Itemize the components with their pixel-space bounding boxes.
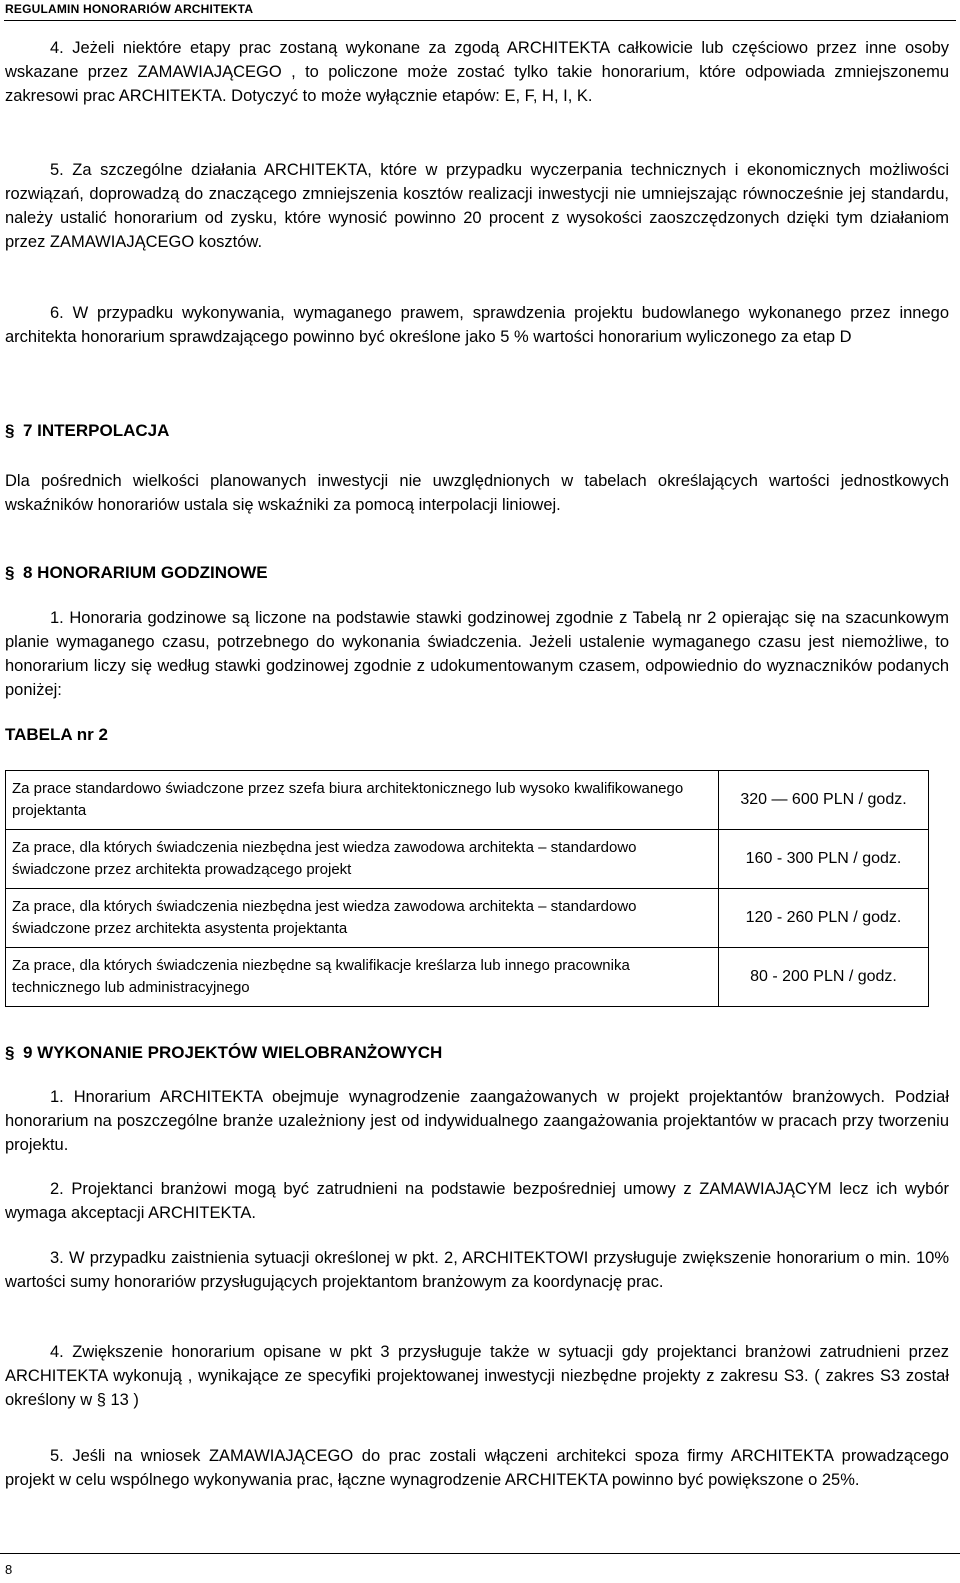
section-marker: § <box>5 421 15 440</box>
table-row <box>6 948 929 1007</box>
section-8-heading <box>5 561 268 585</box>
section-7-title: 7 INTERPOLACJA <box>23 421 170 440</box>
section-9-paragraph-1: 1. Hnorarium ARCHITEKTA obejmuje wynagrodzenie zaangażowanych w projekt projektantów branżowych. Podział honorarium na poszczególne branże uzależniony jest od indywidualnego zaangażowania projektantów w pracach przy tworzeniu projektu. <box>5 1088 949 1154</box>
section-9-paragraph-3: 3. W przypadku zaistnienia sytuacji określonej w pkt. 2, ARCHITEKTOWI przysługuje zwiększenie honorarium o min. 10% wartości sumy honorariów przysługujących projektantom branżowym za koordynację prac. <box>5 1249 949 1291</box>
section-8-title: 8 HONORARIUM GODZINOWE <box>23 563 268 582</box>
row-description: Za prace standardowo świadczone przez szefa biura architektonicznego lub wysoko kwalifikowanego projektanta <box>6 771 719 830</box>
section-9-paragraph-5: 5. Jeśli na wniosek ZAMAWIAJĄCEGO do prac zostali włączeni architekci spoza firmy ARCHITEKTA prowadzącego projekt w celu wspólnego wykonywania prac, łączne wynagrodzenie ARCHITEKTA powinno być powiększone o 25%. <box>5 1447 949 1489</box>
table-row <box>6 889 929 948</box>
section-9-heading <box>5 1041 442 1065</box>
row-description: Za prace, dla których świadczenia niezbędna jest wiedza zawodowa architekta – standardowo świadczone przez architekta prowadzącego projekt <box>6 830 719 889</box>
row-rate: 120 - 260 PLN / godz. <box>719 889 929 948</box>
table-2-title: TABELA nr 2 <box>5 725 108 744</box>
row-description: Za prace, dla których świadczenia niezbędna jest wiedza zawodowa architekta – standardowo świadczone przez architekta asystenta projektanta <box>6 889 719 948</box>
table-row <box>6 830 929 889</box>
header-rule <box>4 20 956 21</box>
paragraph-4: 4. Jeżeli niektóre etapy prac zostaną wykonane za zgodą ARCHITEKTA całkowicie lub częściowo przez inne osoby wskazane przez ZAMAWIAJĄCEGO , to policzone może zostać tylko takie honorarium, które odpowiada zmniejszonemu zakresowi prac ARCHITEKTA. Dotyczyć to może wyłącznie etapów: E, F, H, I, K. <box>5 39 949 105</box>
paragraph-6: 6. W przypadku wykonywania, wymaganego prawem, sprawdzenia projektu budowlanego wykonanego przez innego architekta honorarium sprawdzającego powinno być określone jako 5 % wartości honorarium wyliczonego za etap D <box>5 304 949 346</box>
row-rate: 80 - 200 PLN / godz. <box>719 948 929 1007</box>
section-marker: § <box>5 563 15 582</box>
section-9-paragraph-4: 4. Zwiększenie honorarium opisane w pkt 3 przysługuje także w sytuacji gdy projektanci branżowi zatrudnieni przez ARCHITEKTA wykonują , wynikające ze specyfiki projektowanej inwestycji niezbędne projekty z zakresu S3. ( zakres S3 został określony w § 13 ) <box>5 1343 949 1409</box>
footer-rule <box>0 1553 960 1554</box>
section-9-paragraph-2: 2. Projektanci branżowi mogą być zatrudnieni na podstawie bezpośredniej umowy z ZAMAWIAJĄCYM lecz ich wybór wymaga akceptacji ARCHITEKTA. <box>5 1180 949 1222</box>
running-header: REGULAMIN HONORARIÓW ARCHITEKTA <box>5 2 254 16</box>
section-marker: § <box>5 1043 15 1062</box>
row-rate: 320 — 600 PLN / godz. <box>719 771 929 830</box>
section-9-title: 9 WYKONANIE PROJEKTÓW WIELOBRANŻOWYCH <box>23 1043 443 1062</box>
row-description: Za prace, dla których świadczenia niezbędne są kwalifikacje kreślarza lub innego pracownika technicznego lub administracyjnego <box>6 948 719 1007</box>
section-7-heading <box>5 419 169 443</box>
page-number: 8 <box>5 1562 13 1577</box>
section-7-text: Dla pośrednich wielkości planowanych inwestycji nie uwzględnionych w tabelach określających wartości jednostkowych wskaźników honorariów ustala się wskaźniki za pomocą interpolacji liniowej. <box>5 472 949 514</box>
section-8-text: 1. Honoraria godzinowe są liczone na podstawie stawki godzinowej zgodnie z Tabelą nr 2 opierając się na szacunkowym planie wymaganego czasu, potrzebnego do wykonania świadczenia. Jeżeli ustalenie wymaganego czasu jest niemożliwe, to honorarium liczy się według stawki godzinowej zgodnie z udokumentowanym czasem, odpowiednio do wyznaczników podanych poniżej: <box>5 609 949 699</box>
paragraph-5: 5. Za szczególne działania ARCHITEKTA, które w przypadku wyczerpania technicznych i ekonomicznych możliwości rozwiązań, doprowadzą do znaczącego zmniejszenia kosztów realizacji inwestycji nie umniejszając równocześnie jej standardu, należy ustalić honorarium od zysku, które wynosić powinno 20 procent z wysokości zaoszczędzonych dzięki tym działaniom przez ZAMAWIAJĄCEGO kosztów. <box>5 161 949 251</box>
table-row <box>6 771 929 830</box>
hourly-rates-table <box>5 770 929 1007</box>
row-rate: 160 - 300 PLN / godz. <box>719 830 929 889</box>
